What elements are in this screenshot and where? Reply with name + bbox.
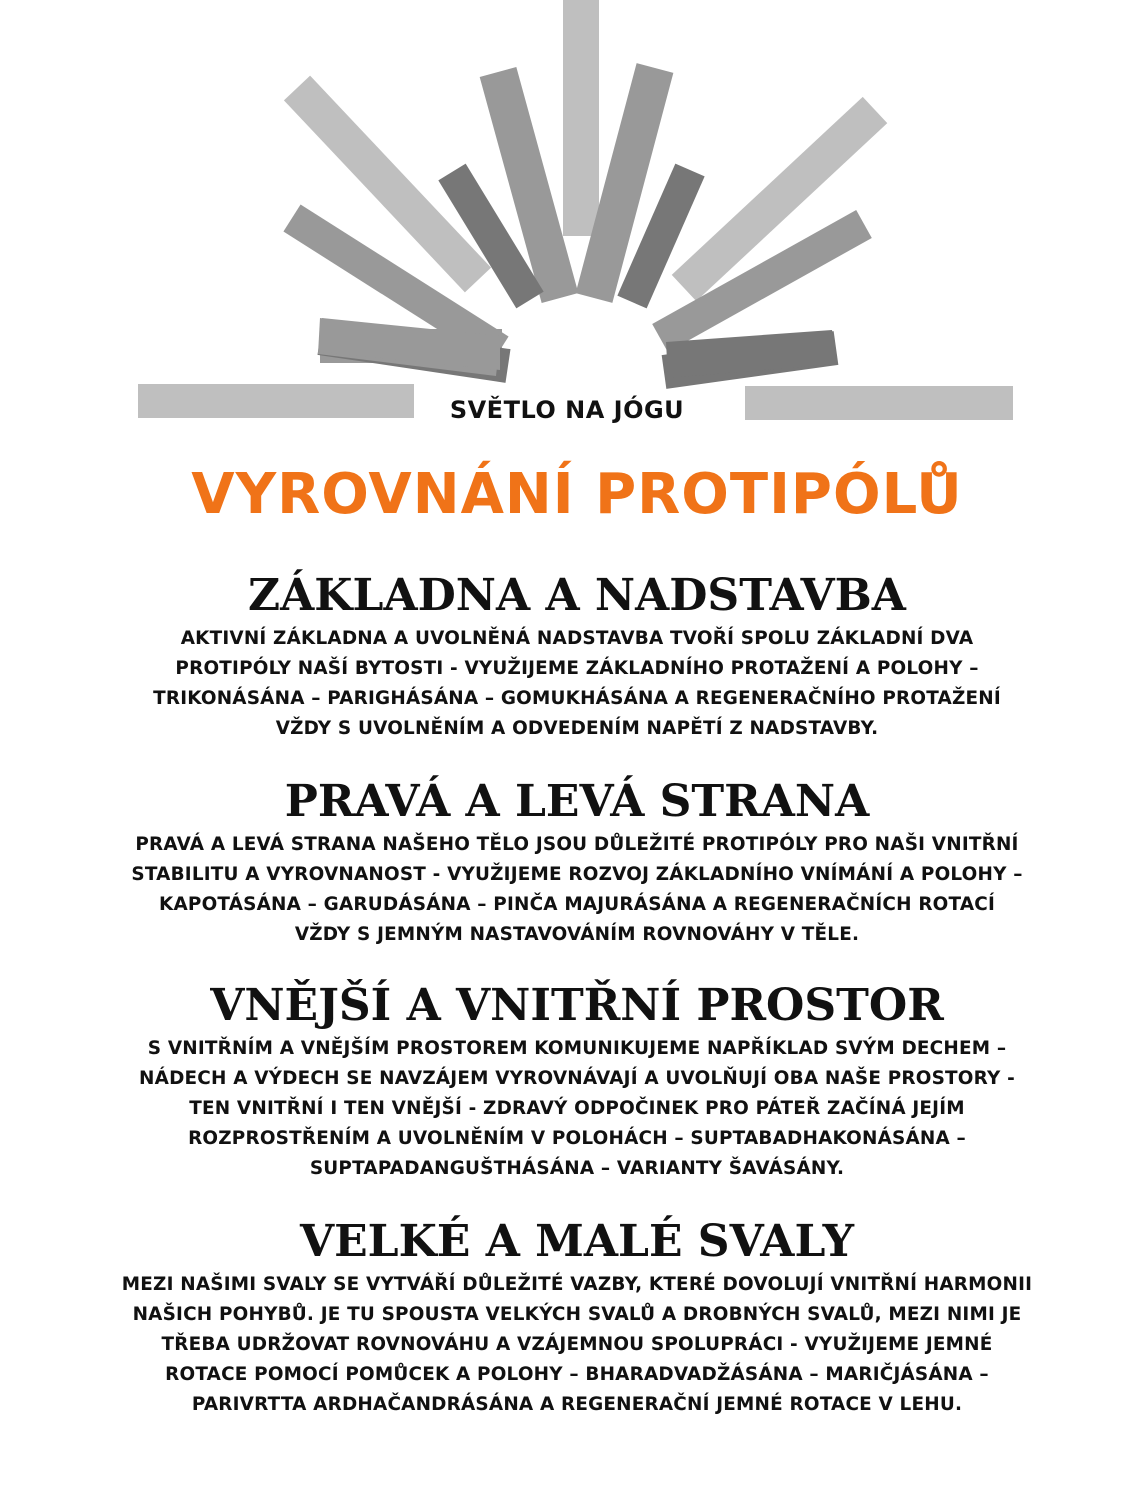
text-line: AKTIVNÍ ZÁKLADNA A UVOLNĚNÁ NADSTAVBA TVOŘÍ SPOLU ZÁKLADNÍ DVA — [180, 628, 974, 649]
section-heading: VELKÉ A MALÉ SVALY — [300, 1216, 854, 1267]
brand-name: SVĚTLO NA JÓGU — [449, 396, 685, 424]
text-line: NAŠICH POHYBŮ. JE TU SPOUSTA VELKÝCH SVALŮ A DROBNÝCH SVALŮ, MEZI NIMI JE — [132, 1304, 1022, 1325]
text-line: PARIVRTTA ARDHAČANDRÁSÁNA A REGENERAČNÍ JEMNÉ ROTACE V LEHU. — [191, 1394, 963, 1415]
section-text — [30, 1270, 1124, 1420]
text-line: PRAVÁ A LEVÁ STRANA NAŠEHO TĚLO JSOU DŮLEŽITÉ PROTIPÓLY PRO NAŠI VNITŘNÍ — [135, 834, 1019, 855]
section-zakladna — [30, 570, 1124, 744]
text-line: TRIKONÁSÁNA – PARIGHÁSÁNA – GOMUKHÁSÁNA A REGENERAČNÍHO PROTAŽENÍ — [153, 688, 1001, 709]
text-line: S VNITŘNÍM A VNĚJŠÍM PROSTOREM KOMUNIKUJEME NAPŘÍKLAD SVÝM DECHEM – — [147, 1038, 1007, 1059]
text-line: VŽDY S UVOLNĚNÍM A ODVEDENÍM NAPĚTÍ Z NADSTAVBY. — [275, 718, 879, 739]
sun-ray — [563, 0, 599, 236]
section-prava-leva — [30, 776, 1124, 950]
text-line: PROTIPÓLY NAŠÍ BYTOSTI - VYUŽIJEME ZÁKLADNÍHO PROTAŽENÍ A POLOHY – — [175, 658, 979, 679]
section-svaly — [30, 1216, 1124, 1420]
section-heading: ZÁKLADNA A NADSTAVBA — [248, 570, 906, 621]
text-line: VŽDY S JEMNÝM NASTAVOVÁNÍM ROVNOVÁHY V TĚLE. — [294, 924, 860, 945]
text-line: ROZPROSTŘENÍM A UVOLNĚNÍM V POLOHÁCH – SUPTABADHAKONÁSÁNA – — [188, 1128, 966, 1149]
text-line: ROTACE POMOCÍ POMŮCEK A POLOHY – BHARADVADŽÁSÁNA – MARIČJÁSÁNA – — [165, 1364, 989, 1385]
text-line: SUPTAPADANGUŠTHÁSÁNA – VARIANTY ŠAVÁSÁNY. — [309, 1158, 845, 1179]
text-line: STABILITU A VYROVNANOST - VYUŽIJEME ROZVOJ ZÁKLADNÍHO VNÍMÁNÍ A POLOHY – — [131, 864, 1023, 885]
section-heading: VNĚJŠÍ A VNITŘNÍ PROSTOR — [210, 980, 944, 1031]
text-line: NÁDECH A VÝDECH SE NAVZÁJEM VYROVNÁVAJÍ A UVOLŇUJÍ OBA NAŠE PROSTORY - — [139, 1068, 1015, 1089]
section-text — [30, 830, 1124, 950]
page-title: VYROVNÁNÍ PROTIPÓLŮ — [191, 462, 963, 527]
section-text — [30, 1034, 1124, 1184]
section-heading: PRAVÁ A LEVÁ STRANA — [284, 776, 870, 827]
text-line: MEZI NAŠIMI SVALY SE VYTVÁŘÍ DŮLEŽITÉ VAZBY, KTERÉ DOVOLUJÍ VNITŘNÍ HARMONII — [121, 1274, 1033, 1295]
text-line: TEN VNITŘNÍ I TEN VNĚJŠÍ - ZDRAVÝ ODPOČINEK PRO PÁTEŘ ZAČÍNÁ JEJÍM — [189, 1098, 965, 1119]
text-line: TŘEBA UDRŽOVAT ROVNOVÁHU A VZÁJEMNOU SPOLUPRÁCI - VYUŽIJEME JEMNÉ — [161, 1334, 993, 1355]
section-prostor — [30, 980, 1124, 1184]
text-line: KAPOTÁSÁNA – GARUDÁSÁNA – PINČA MAJURÁSÁNA A REGENERAČNÍCH ROTACÍ — [159, 894, 995, 915]
section-text — [30, 624, 1124, 744]
sun-rays-logo — [0, 0, 1134, 440]
